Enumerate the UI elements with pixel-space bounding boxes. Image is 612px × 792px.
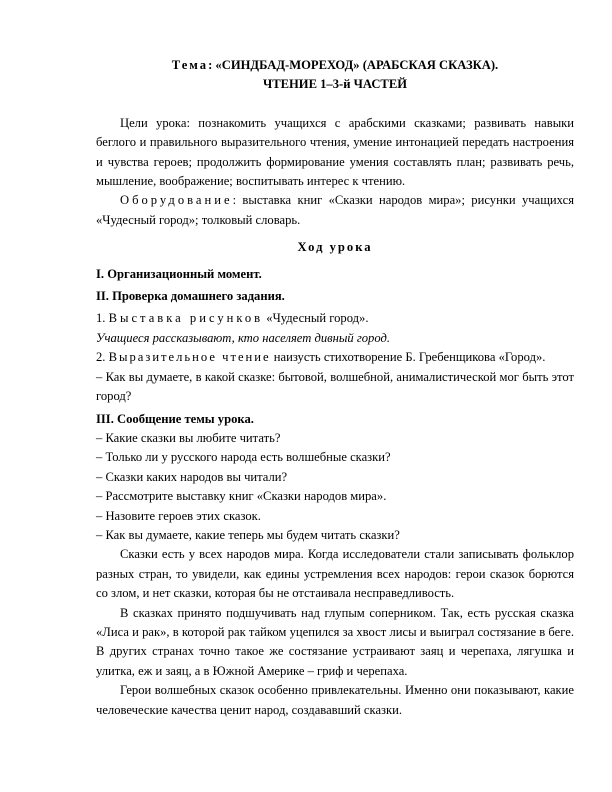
list-item: – Какие сказки вы любите читать? [96, 430, 281, 445]
item1-number: 1. [96, 311, 109, 326]
document-title-line1 [96, 56, 574, 75]
section3-paragraph-3: Герои волшебных сказок особенно привлекательны. Именно они показывают, какие человеческие качества ценит народ, создававший сказки. [96, 683, 574, 717]
equipment-label: Оборудование [120, 193, 233, 208]
section2-title: II. Проверка домашнего задания. [96, 289, 285, 304]
equipment-text: : выставка книг «Сказки народов мира»; рисунки учащихся «Чудесный город»; толковый словарь. [96, 193, 574, 227]
equipment-paragraph [96, 191, 574, 230]
list-item: – Сказки каких народов вы читали? [96, 469, 288, 484]
topic-title: : «СИНДБАД-МОРЕХОД» (АРАБСКАЯ СКАЗКА). [208, 58, 499, 72]
goals-paragraph [96, 114, 574, 192]
section3-title: III. Сообщение темы урока. [96, 411, 254, 426]
section3-paragraph-1: Сказки есть у всех народов мира. Когда исследователи стали записывать фольклор разных стран, то увидели, как едины устремления всех народов: герои сказок борются со злом, и нет сказки, которая бы не отстаивала несправедливость. [96, 547, 574, 601]
section2-question: – Как вы думаете, в какой сказке: бытовой, волшебной, анималистической мог быть этот город? [96, 369, 574, 404]
item2-number: 2. [96, 350, 109, 365]
section3-questions [96, 429, 574, 545]
document-title-line2: ЧТЕНИЕ 1–3-й ЧАСТЕЙ [262, 77, 408, 92]
section3-paragraph-2: В сказках принято подшучивать над глупым соперником. Так, есть русская сказка «Лиса и рак», в которой рак тайком уцепился за хвост лисы и выиграл состязание в беге. В других странах точно такое же состязание устраивают заяц и черепаха, лягушка и улитка, еж и заяц, а в Южной Америке – гриф и черепаха. [96, 605, 574, 678]
section2-item1 [96, 309, 574, 328]
section1-title: I. Организационный момент. [96, 266, 262, 281]
list-item: – Назовите героев этих сказок. [96, 508, 261, 523]
item2-text: наизусть стихотворение Б. Гребенщикова «Город». [270, 350, 546, 365]
list-item: – Рассмотрите выставку книг «Сказки народов мира». [96, 489, 387, 504]
goals-label: Цели урока: [120, 115, 190, 130]
item2-label: Выразительное чтение [108, 350, 271, 365]
document-page [96, 56, 574, 720]
item1-label: Выставка рисунков [108, 311, 264, 326]
list-item: – Только ли у русского народа есть волшебные сказки? [96, 450, 391, 465]
lesson-heading: Ход урока [297, 240, 373, 255]
goals-text: познакомить учащихся с арабскими сказками; развивать навыки беглого и правильного выразительного чтения, умение интонацией передать настроения и чувства героев; продолжить формирование умения составлять план; развивать речь, мышление, воображение; воспитывать интерес к чтению. [96, 115, 575, 189]
list-item: – Как вы думаете, какие теперь мы будем читать сказки? [96, 527, 400, 542]
item1-text: «Чудесный город». [263, 311, 369, 326]
section2-item2 [96, 348, 574, 367]
section2-item1-note: Учащиеся рассказывают, кто населяет дивный город. [96, 330, 390, 345]
topic-label: Тема [171, 58, 209, 72]
